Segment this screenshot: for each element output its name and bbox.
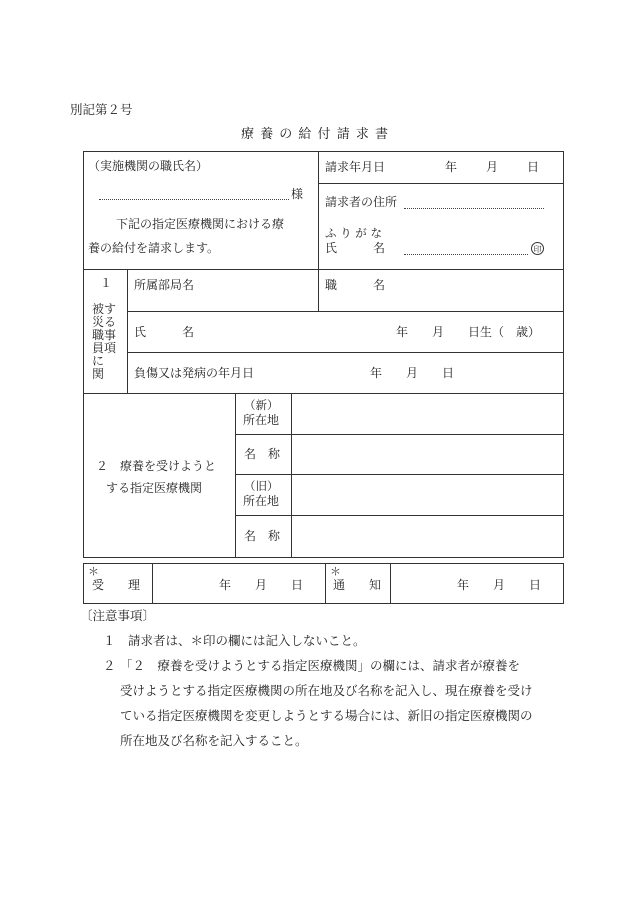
honorific: 様 bbox=[291, 187, 304, 201]
old-tag: （旧） bbox=[244, 479, 279, 493]
received-label: 受 理 bbox=[92, 578, 141, 592]
name-field[interactable] bbox=[404, 254, 528, 255]
addressee-field[interactable] bbox=[99, 199, 289, 200]
seal-mark: 印 bbox=[531, 242, 544, 255]
new-location-field[interactable] bbox=[292, 394, 563, 433]
facility-label-line2: する指定医療機関 bbox=[106, 481, 203, 495]
request-date-month[interactable]: 月 bbox=[486, 160, 499, 174]
request-date-day[interactable]: 日 bbox=[527, 160, 540, 174]
old-location-field[interactable] bbox=[292, 475, 563, 514]
injury-label: 負傷又は発病の年月日 bbox=[134, 366, 255, 380]
old-location-label: 所在地 bbox=[243, 494, 280, 508]
address-field[interactable] bbox=[404, 208, 544, 209]
request-date-label: 請求年月日 bbox=[325, 160, 386, 174]
note-2-line2: 受けようとする指定医療機関の所在地及び名称を記入し、現在療養を受け bbox=[120, 683, 533, 698]
request-text-line1: 下記の指定医療機関における療 bbox=[116, 217, 285, 231]
victim-section-label-col2: する事項 bbox=[104, 302, 117, 355]
note-1-text: 請求者は、＊印の欄には記入しないこと。 bbox=[128, 633, 366, 648]
old-name-label: 名 称 bbox=[244, 529, 281, 543]
old-name-field[interactable] bbox=[292, 516, 563, 556]
dept-label: 所属部局名 bbox=[134, 278, 195, 292]
note-2-number: ２ bbox=[103, 658, 116, 673]
notice-date: 年 月 日 bbox=[457, 578, 542, 592]
request-text-line2: 養の給付を請求します。 bbox=[88, 241, 220, 255]
received-asterisk: ＊ bbox=[88, 565, 99, 578]
victim-section-number: １ bbox=[100, 276, 113, 290]
victim-name-label: 氏 名 bbox=[134, 325, 195, 339]
addressee-label: （実施機関の職氏名） bbox=[88, 159, 209, 173]
new-location-label: 所在地 bbox=[243, 413, 280, 427]
job-label: 職 名 bbox=[325, 278, 386, 292]
address-label: 請求者の住所 bbox=[325, 195, 398, 209]
notes-heading: 〔注意事項〕 bbox=[80, 608, 156, 623]
received-date: 年 月 日 bbox=[219, 578, 304, 592]
new-tag: （新） bbox=[244, 398, 279, 412]
note-1-number: １ bbox=[103, 633, 116, 648]
injury-date-field[interactable]: 年 月 日 bbox=[370, 366, 455, 380]
new-name-label: 名 称 bbox=[244, 447, 281, 461]
name-label: 氏 名 bbox=[325, 241, 386, 255]
new-name-field[interactable] bbox=[292, 435, 563, 473]
request-date-year[interactable]: 年 bbox=[445, 160, 458, 174]
page-title: 療 養 の 給 付 請 求 書 bbox=[241, 127, 389, 142]
form-number: 別記第２号 bbox=[70, 102, 133, 117]
note-2-line3: ている指定医療機関を変更しようとする場合には、新旧の指定医療機関の bbox=[120, 708, 533, 723]
notice-label: 通 知 bbox=[333, 578, 382, 592]
note-2-line4: 所在地及び名称を記入すること。 bbox=[120, 733, 308, 748]
birth-date-field[interactable]: 年 月 日生（ 歳） bbox=[396, 325, 541, 339]
note-2-line1: 「２ 療養を受けようとする指定医療機関」の欄には、請求者が療養を bbox=[120, 658, 521, 673]
furigana-label: ふ り が な bbox=[325, 226, 382, 240]
notice-asterisk: ＊ bbox=[330, 565, 341, 578]
facility-label-line1: ２ 療養を受けようと bbox=[96, 459, 217, 473]
victim-section-label-col1: 被災職員に関 bbox=[92, 302, 105, 381]
